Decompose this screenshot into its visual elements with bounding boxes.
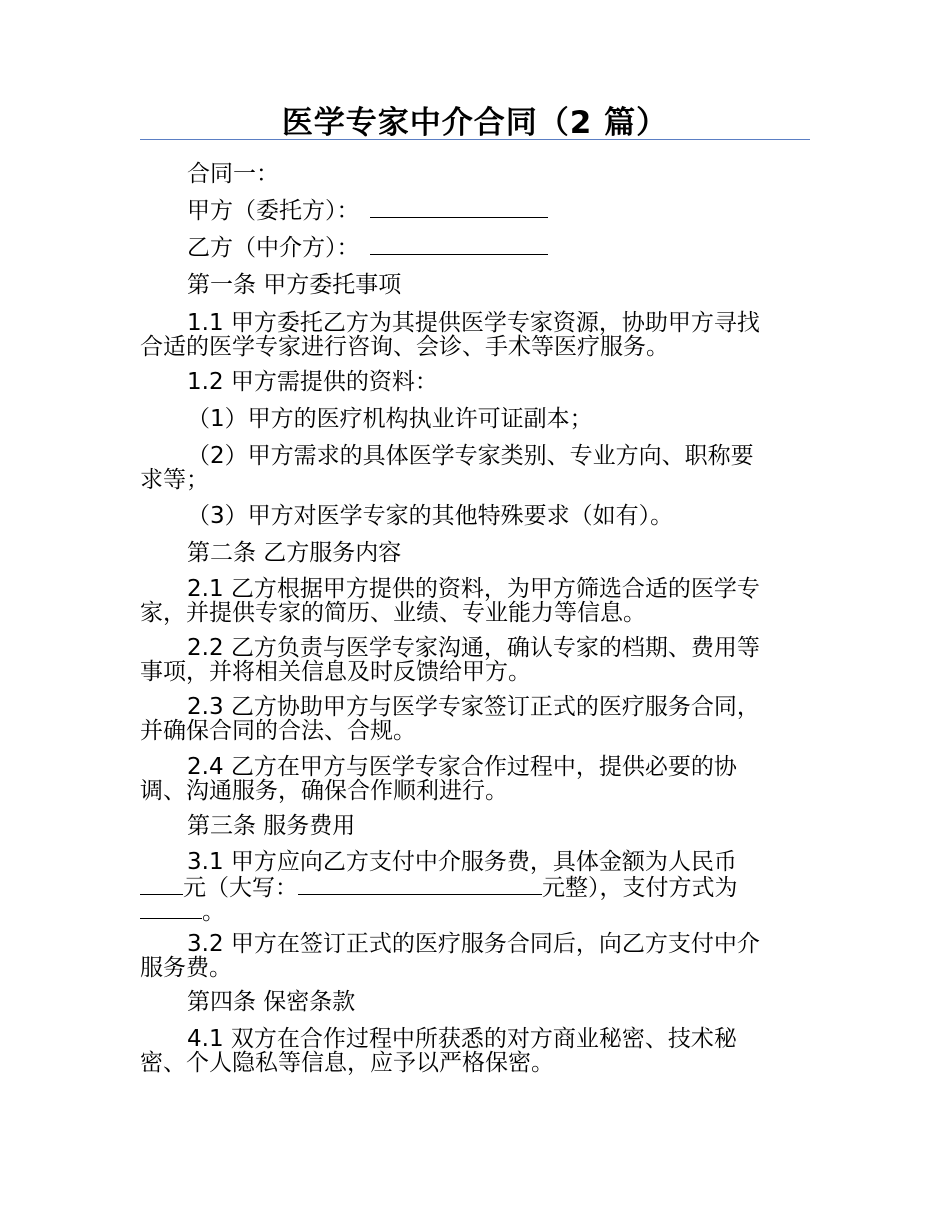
payment-method-label: 元整），支付方式为 bbox=[542, 875, 738, 901]
list-item-3: （3）甲方对医学专家的其他特殊要求（如有）。 bbox=[187, 503, 674, 529]
contract-label: 合同一： bbox=[187, 161, 279, 187]
party-b-blank bbox=[370, 234, 548, 255]
paragraph-3-1-line3 bbox=[140, 898, 810, 925]
article4-heading: 第四条 保密条款 bbox=[187, 989, 356, 1015]
list-item-2-line1: （2）甲方需求的具体医学专家类别、专业方向、职称要 bbox=[187, 443, 754, 469]
party-b-line bbox=[140, 234, 548, 262]
paragraph-3-1-line1: 3.1 甲方应向乙方支付中介服务费，具体金额为人民币 bbox=[187, 849, 737, 875]
paragraph-1-1-line2: 合适的医学专家进行咨询、会诊、手术等医疗服务。 bbox=[140, 334, 669, 360]
paragraph-2-3-line2: 并确保合同的合法、合规。 bbox=[140, 718, 416, 744]
paragraph-2-2-line1: 2.2 乙方负责与医学专家沟通，确认专家的档期、费用等 bbox=[187, 635, 760, 661]
paragraph-3-2 bbox=[140, 932, 810, 980]
yuan-label: 元（大写： bbox=[183, 875, 298, 901]
paragraph-4-1 bbox=[140, 1027, 810, 1075]
paragraph-3-2-line1: 3.2 甲方在签订正式的医疗服务合同后，向乙方支付中介 bbox=[187, 931, 760, 957]
article1-heading: 第一条 甲方委托事项 bbox=[187, 272, 402, 298]
paragraph-1-1-line1: 1.1 甲方委托乙方为其提供医学专家资源，协助甲方寻找 bbox=[187, 310, 760, 336]
paragraph-2-3-line1: 2.3 乙方协助甲方与医学专家签订正式的医疗服务合同， bbox=[187, 694, 760, 720]
paragraph-3-1-line2 bbox=[140, 874, 810, 901]
paragraph-2-3 bbox=[140, 695, 810, 743]
party-b-label: 乙方（中介方）： bbox=[187, 235, 360, 261]
paragraph-3-1 bbox=[140, 849, 810, 925]
paragraph-1-2: 1.2 甲方需提供的资料： bbox=[187, 369, 438, 395]
payment-method-blank bbox=[140, 898, 202, 919]
paragraph-4-1-line2: 密、个人隐私等信息，应予以严格保密。 bbox=[140, 1050, 554, 1076]
paragraph-2-2-line2: 事项，并将相关信息及时反馈给甲方。 bbox=[140, 659, 531, 685]
amount-blank bbox=[140, 874, 183, 895]
paragraph-1-1 bbox=[140, 311, 810, 359]
paragraph-2-4-line2: 调、沟通服务，确保合作顺利进行。 bbox=[140, 778, 508, 804]
party-a-line bbox=[140, 197, 548, 225]
paragraph-2-4-line1: 2.4 乙方在甲方与医学专家合作过程中，提供必要的协 bbox=[187, 754, 737, 780]
paragraph-3-2-line2: 服务费。 bbox=[140, 955, 232, 981]
document-title: 医学专家中介合同（2 篇） bbox=[281, 105, 669, 141]
paragraph-2-4 bbox=[140, 755, 810, 803]
paragraph-2-1-line1: 2.1 乙方根据甲方提供的资料，为甲方筛选合适的医学专 bbox=[187, 576, 760, 602]
party-a-label: 甲方（委托方）： bbox=[187, 198, 360, 224]
list-item-2 bbox=[140, 444, 810, 492]
paragraph-2-1 bbox=[140, 577, 810, 625]
paragraph-2-2 bbox=[140, 636, 810, 684]
party-a-blank bbox=[370, 197, 548, 218]
article3-heading: 第三条 服务费用 bbox=[187, 813, 356, 839]
article2-heading: 第二条 乙方服务内容 bbox=[187, 540, 402, 566]
paragraph-4-1-line1: 4.1 双方在合作过程中所获悉的对方商业秘密、技术秘 bbox=[187, 1026, 737, 1052]
title-underline bbox=[140, 139, 810, 140]
paragraph-2-1-line2: 家，并提供专家的简历、业绩、专业能力等信息。 bbox=[140, 600, 646, 626]
list-item-1: （1）甲方的医疗机构执业许可证副本； bbox=[187, 406, 593, 432]
list-item-2-line2: 求等； bbox=[140, 467, 209, 493]
amount-capital-blank bbox=[298, 874, 542, 895]
period-mark: 。 bbox=[202, 899, 225, 925]
